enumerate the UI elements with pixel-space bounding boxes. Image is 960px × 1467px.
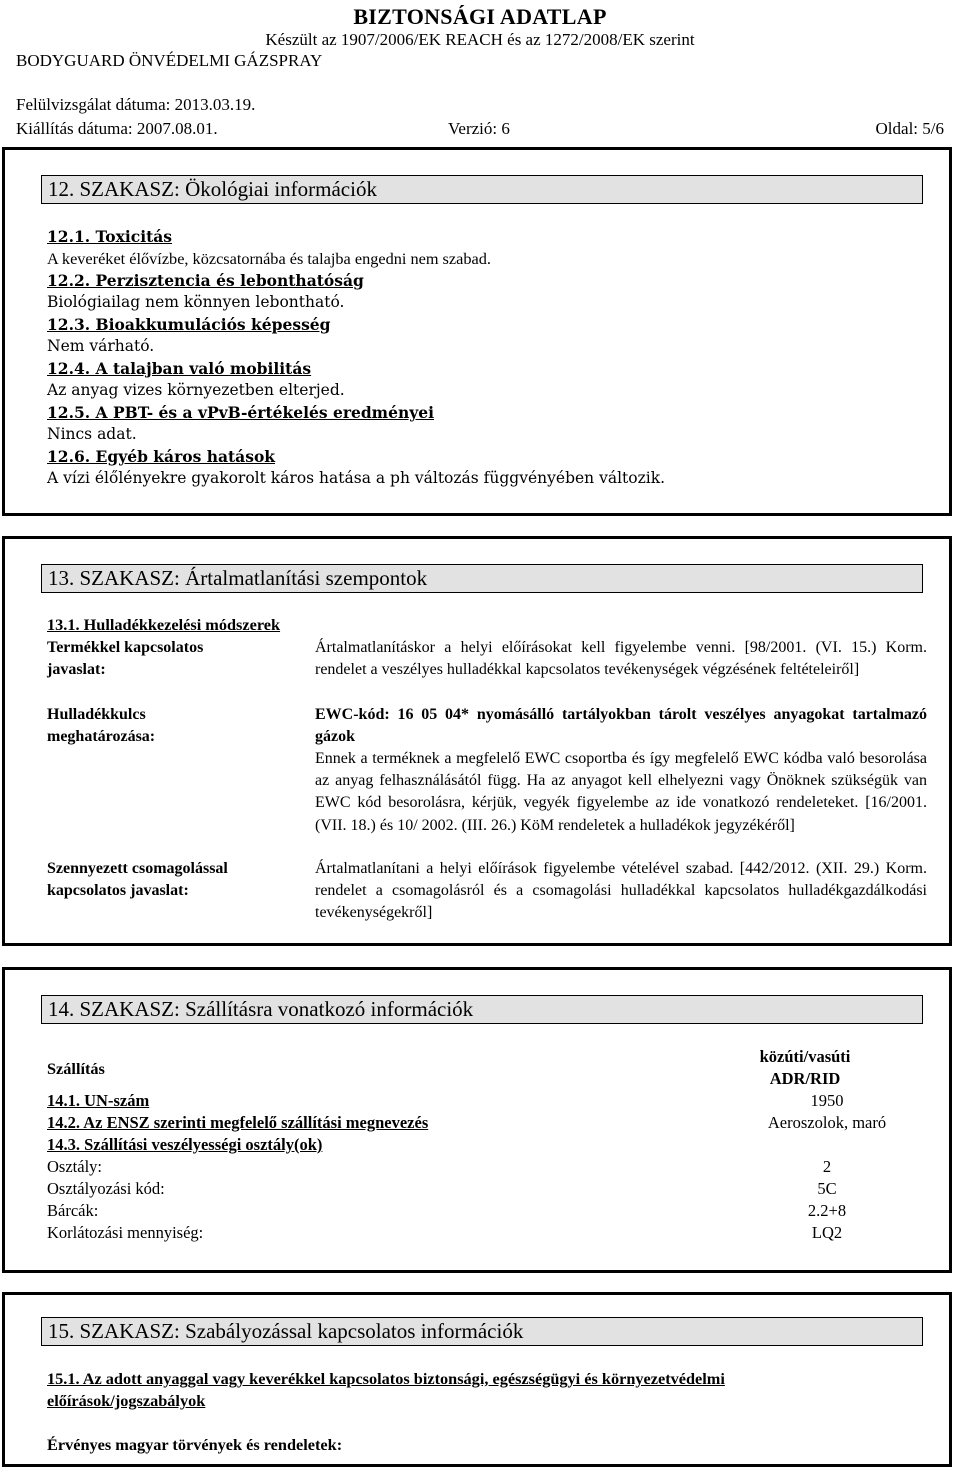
regulation-line: Készült az 1907/2006/EK REACH és az 1272/2008/EK szerint	[265, 30, 695, 49]
issue-date: Kiállítás dátuma: 2007.08.01.	[16, 119, 218, 138]
s12-text-3: Nem várható.	[47, 337, 155, 355]
s12-heading-1: 12.1. Toxicitás	[47, 227, 173, 246]
s14-name-label: 14.2. Az ENSZ szerinti megfelelő szállítási megnevezés	[47, 1113, 429, 1132]
s14-name-value: Aeroszolok, maró	[767, 1113, 887, 1132]
section-14-title: 14. SZAKASZ: Szállításra vonatkozó információk	[41, 995, 923, 1024]
section-15	[2, 1292, 952, 1467]
table-row	[47, 1201, 927, 1221]
s15-subheading-line1: 15.1. Az adott anyaggal vagy keverékkel kapcsolatos biztonsági, egészségügyi és környezetvédelmi	[47, 1369, 725, 1388]
s15-subheading-line2: előírások/jogszabályok	[47, 1391, 206, 1410]
s13-subheading: 13.1. Hulladékkezelési módszerek	[47, 615, 281, 634]
s13-ewc-code: EWC-kód: 16 05 04* nyomásálló tartályokban tárolt veszélyes anyagokat tartalmazó gázok	[315, 706, 927, 746]
s14-adr-rid-label: ADR/RID	[769, 1069, 841, 1088]
s12-heading-2: 12.2. Perzisztencia és lebonthatóság	[47, 271, 364, 290]
version: Verzió: 6	[448, 119, 510, 138]
table-row	[47, 1223, 927, 1243]
s13-label-product: Termékkel kapcsolatos javaslat:	[47, 639, 204, 679]
s14-class-label: Osztály:	[47, 1157, 102, 1176]
s14-name-row	[47, 1113, 927, 1133]
product-name: BODYGUARD ÖNVÉDELMI GÁZSPRAY	[16, 51, 323, 70]
s14-road-rail-label: közúti/vasúti	[759, 1047, 851, 1066]
section-13	[2, 536, 952, 946]
s14-class-value: 2	[822, 1157, 832, 1176]
s14-limited-qty-label: Korlátozási mennyiség:	[47, 1223, 204, 1242]
s14-classcode-label: Osztályozási kód:	[47, 1179, 165, 1198]
revision-date: Felülvizsgálat dátuma: 2013.03.19.	[16, 95, 256, 114]
s12-text-4: Az anyag vizes környezetben elterjed.	[47, 381, 345, 399]
s15-valid-laws: Érvényes magyar törvények és rendeletek:	[47, 1435, 343, 1454]
s14-classcode-value: 5C	[817, 1179, 837, 1198]
s12-text-5: Nincs adat.	[47, 425, 137, 443]
s14-un-row	[47, 1091, 927, 1111]
s14-labels-value: 2.2+8	[807, 1201, 847, 1220]
section-14	[2, 967, 952, 1273]
s13-text-packaging: Ártalmatlanítani a helyi előírások figyelembe vételével szabad. [442/2012. (XII. 29.) Korm. rendelet a csomagolásról és a csomagolási hulladékkal kapcsolatos hulladékgazdálkodási tevékenységekről]	[315, 860, 927, 922]
section-13-title: 13. SZAKASZ: Ártalmatlanítási szempontok	[41, 564, 923, 593]
s13-text-product: Ártalmatlanításkor a helyi előírásokat kell figyelembe venni. [98/2001. (VI. 15.) Korm. rendelet a veszélyes hulladékkal kapcsolatos tevékenységek végzésének feltételeiről]	[315, 639, 927, 679]
s14-labels-label: Bárcák:	[47, 1201, 99, 1220]
s12-heading-4: 12.4. A talajban való mobilitás	[47, 359, 312, 378]
section-12	[2, 147, 952, 516]
s14-class-heading: 14.3. Szállítási veszélyességi osztály(ok)	[47, 1135, 323, 1154]
table-row	[47, 1179, 927, 1199]
s13-text-wastekey: Ennek a terméknek a megfelelő EWC csoportba és így megfelelő EWC kódba való besorolása az anyag felhasználásától függ. Ha az anyagot kell elhelyezni vagy Önöknek szükségük van EWC kód besorolásra, kérjük, vegyék figyelembe az ide vonatkozó rendeleteket. [16/2001. (VII. 18.) és 10/ 2002. (III. 26.) KöM rendeletek a hulladékok jegyzékéről]	[315, 750, 927, 834]
page-number: Oldal: 5/6	[875, 119, 944, 138]
s14-class-heading-row	[47, 1135, 927, 1155]
s12-text-6: A vízi élőlényekre gyakorolt káros hatása a ph változás függvényében változik.	[47, 469, 666, 487]
s14-un-label: 14.1. UN-szám	[47, 1091, 150, 1110]
s12-heading-3: 12.3. Bioakkumulációs képesség	[47, 315, 331, 334]
s12-heading-5: 12.5. A PBT- és a vPvB-értékelés eredményei	[47, 403, 434, 422]
s14-transport-label: Szállítás	[47, 1059, 105, 1078]
s14-un-value: 1950	[810, 1091, 844, 1110]
document-title: BIZTONSÁGI ADATLAP	[353, 4, 607, 29]
s13-label-wastekey: Hulladékkulcs meghatározása:	[47, 706, 156, 746]
s12-text-1: A keveréket élővízbe, közcsatornába és talajba engedni nem szabad.	[47, 249, 491, 268]
section-15-title: 15. SZAKASZ: Szabályozással kapcsolatos információk	[41, 1317, 923, 1346]
s13-label-packaging: Szennyezett csomagolással kapcsolatos javaslat:	[47, 860, 228, 900]
s12-text-2: Biológiailag nem könnyen lebontható.	[47, 293, 345, 311]
s12-heading-6: 12.6. Egyéb káros hatások	[47, 447, 276, 466]
s14-limited-qty-value: LQ2	[811, 1223, 843, 1242]
section-12-title: 12. SZAKASZ: Ökológiai információk	[41, 175, 923, 204]
table-row	[47, 1157, 927, 1177]
